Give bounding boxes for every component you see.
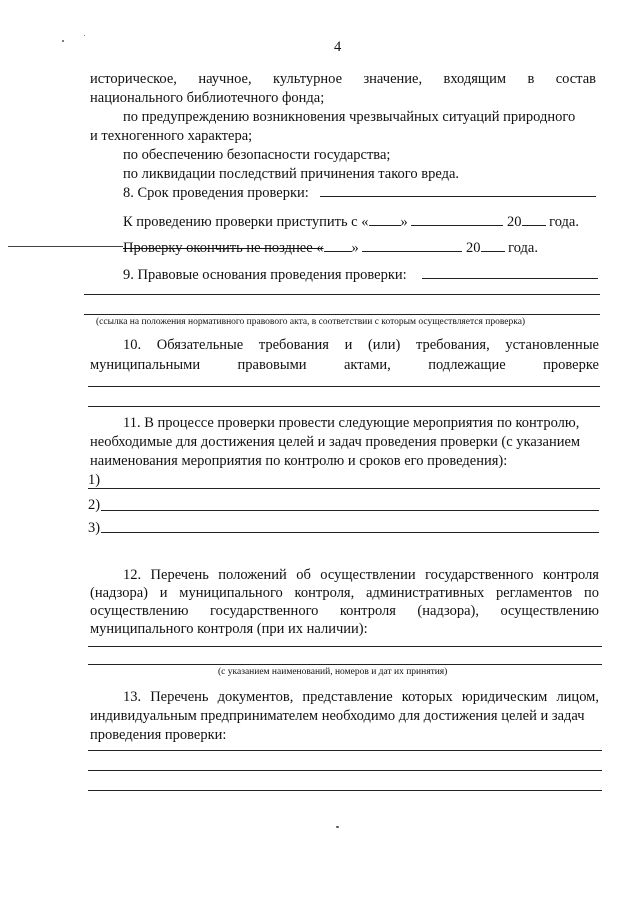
end-day-field[interactable] — [324, 238, 352, 252]
section-12-line-2 — [90, 584, 599, 602]
section-8-label-text: 8. Срок проведения проверки: — [123, 185, 309, 201]
section-11-line-3: наименования мероприятия по контролю и сроков его проведения): — [90, 453, 508, 469]
scan-speck — [336, 826, 339, 828]
activity-item-3-field[interactable] — [101, 532, 599, 533]
intro-line-3: по предупреждению возникновения чрезвычайных ситуаций природного — [123, 109, 576, 125]
requirements-field-line-2[interactable] — [88, 406, 600, 407]
section-13-line-2: индивидуальным предпринимателем необходимо для достижения целей и задач — [90, 708, 585, 724]
intro-word: культурное — [273, 71, 343, 87]
section-10-word: актами, — [343, 357, 391, 373]
activity-item-1-field[interactable] — [88, 488, 600, 489]
regulations-field-line-2[interactable] — [88, 664, 602, 665]
start-quote: » — [400, 214, 408, 230]
section-12-caption: (с указанием наименований, номеров и дат их принятия) — [218, 667, 448, 677]
documents-field-line-1[interactable] — [88, 750, 602, 751]
regulations-field-line-1[interactable] — [88, 646, 602, 647]
documents-field-line-3[interactable] — [88, 790, 602, 791]
section-10-word: Обязательные — [156, 337, 244, 353]
start-date-line — [123, 212, 579, 231]
section-12-word: 12. — [123, 567, 142, 583]
section-12-word: Перечень — [150, 567, 209, 583]
section-12-word: об — [296, 567, 311, 583]
start-year-prefix: 20 — [507, 214, 522, 230]
section-13-word: документов, — [217, 689, 294, 705]
section-8-label — [123, 184, 309, 202]
section-12-word: (надзора), — [417, 603, 479, 619]
section-12-word: положений — [218, 567, 287, 583]
legal-basis-field-line-3[interactable] — [84, 314, 600, 315]
end-year-prefix: 20 — [466, 240, 481, 256]
legal-basis-field-line-1[interactable] — [422, 278, 598, 279]
section-9-caption: (ссылка на положения нормативного правового акта, в соответствии с которым осуществляется проверка) — [96, 317, 526, 327]
activity-item-2-field[interactable] — [101, 510, 599, 511]
end-prefix: Проверку окончить не позднее « — [123, 240, 324, 256]
legal-basis-field-line-2[interactable] — [84, 294, 600, 295]
end-month-field[interactable] — [362, 238, 462, 252]
section-12-word: государственного — [209, 603, 319, 619]
section-13-word: которых — [401, 689, 453, 705]
intro-word: значение, — [363, 71, 423, 87]
section-12-word: регламентов — [495, 585, 573, 601]
start-day-field[interactable] — [369, 212, 401, 226]
intro-word: историческое, — [90, 71, 177, 87]
section-9-label: 9. Правовые основания проведения проверки: — [123, 267, 407, 283]
scan-speck — [84, 35, 85, 36]
section-12-word: государственного — [425, 567, 534, 583]
section-10-word: установленные — [505, 337, 599, 353]
section-11-line-1: 11. В процессе проверки провести следующие мероприятия по контролю, — [123, 415, 580, 431]
section-11-line-2: необходимые для достижения целей и задач проведения проверки (с указанием — [90, 434, 581, 450]
scan-speck — [62, 40, 64, 42]
end-suffix: года. — [508, 240, 538, 256]
section-10-line-2 — [90, 356, 599, 374]
activity-item-1-label: 1) — [88, 472, 101, 488]
section-10-word: правовыми — [237, 357, 307, 373]
start-month-field[interactable] — [411, 212, 503, 226]
section-12-word: контроля — [339, 603, 396, 619]
intro-line-4: и техногенного характера; — [90, 128, 253, 144]
section-10-word: подлежащие — [428, 357, 506, 373]
section-10-word: 10. — [123, 337, 142, 353]
section-12-word: административных — [365, 585, 485, 601]
section-10-line-1 — [123, 336, 599, 354]
section-10-word: (или) — [367, 337, 401, 353]
section-10-word: муниципальными — [90, 357, 201, 373]
section-12-word: осуществлении — [320, 567, 416, 583]
intro-word: в — [527, 71, 535, 87]
section-12-line-4: муниципального контроля (при их наличии): — [90, 621, 368, 637]
section-12-word: осуществлению — [500, 603, 599, 619]
page-number: 4 — [334, 39, 342, 55]
documents-field-line-2[interactable] — [88, 770, 602, 771]
section-13-word: юридическим — [461, 689, 548, 705]
start-suffix: года. — [549, 214, 579, 230]
section-13-word: лицом, — [556, 689, 599, 705]
section-13-line-3: проведения проверки: — [90, 727, 227, 743]
section-12-word: (надзора) — [90, 585, 148, 601]
section-12-line-3 — [90, 602, 599, 620]
section-13-word: Перечень — [150, 689, 209, 705]
section-12-word: муниципального — [179, 585, 283, 601]
section-12-line-1 — [123, 566, 599, 584]
activity-item-3-label: 3) — [88, 520, 101, 536]
intro-line-1 — [90, 70, 596, 88]
section-12-word: контроля, — [294, 585, 355, 601]
margin-stroke — [8, 246, 123, 247]
end-quote: » — [351, 240, 359, 256]
intro-word: состав — [555, 71, 596, 87]
section-10-word: требования, — [415, 337, 490, 353]
intro-line-2: национального библиотечного фонда; — [90, 90, 325, 106]
end-year-field[interactable] — [481, 238, 505, 252]
activity-item-2-label: 2) — [88, 497, 101, 513]
intro-word: входящим — [443, 71, 507, 87]
intro-word: научное, — [198, 71, 252, 87]
section-13-line-1 — [123, 688, 599, 706]
intro-line-6: по ликвидации последствий причинения такого вреда. — [123, 166, 460, 182]
start-year-field[interactable] — [522, 212, 546, 226]
section-12-word: контроля — [542, 567, 599, 583]
requirements-field-line-1[interactable] — [88, 386, 600, 387]
section-13-word: 13. — [123, 689, 142, 705]
section-10-word: проверке — [543, 357, 599, 373]
intro-line-5: по обеспечению безопасности государства; — [123, 147, 391, 163]
section-12-word: осуществлению — [90, 603, 189, 619]
section-10-word: требования — [258, 337, 329, 353]
section-10-word: и — [344, 337, 353, 353]
section-12-word: и — [159, 585, 168, 601]
start-prefix: К проведению проверки приступить с « — [123, 214, 369, 230]
end-date-line — [123, 238, 538, 257]
section-13-word: представление — [302, 689, 393, 705]
term-field-line[interactable] — [320, 196, 596, 197]
section-12-word: по — [583, 585, 599, 601]
